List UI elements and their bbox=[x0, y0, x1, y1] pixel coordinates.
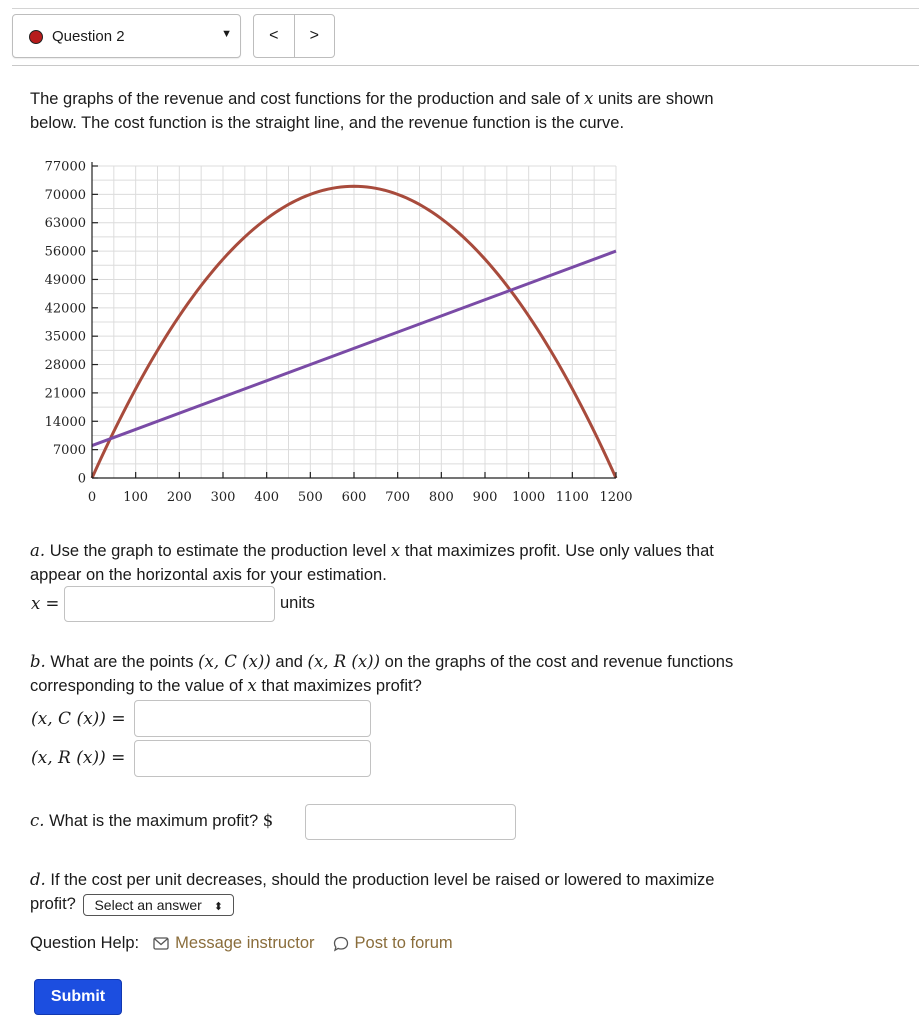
cost-point-input[interactable] bbox=[134, 700, 371, 737]
part-a-text-3: appear on the horizontal axis for your estimation. bbox=[30, 566, 387, 584]
y-tick-label: 42000 bbox=[44, 301, 86, 317]
part-b-point-c: (x, C (x)) bbox=[198, 652, 271, 671]
production-level-input[interactable] bbox=[64, 586, 275, 622]
y-tick-label: 77000 bbox=[44, 159, 86, 175]
header-divider bbox=[12, 65, 919, 66]
x-tick-label: 500 bbox=[297, 490, 323, 505]
message-instructor-link[interactable] bbox=[153, 934, 314, 953]
max-profit-input[interactable] bbox=[305, 804, 516, 840]
x-tick-label: 0 bbox=[87, 490, 97, 505]
part-b-and: and bbox=[275, 653, 303, 671]
part-a-letter: a. bbox=[30, 541, 46, 560]
part-d-question bbox=[30, 868, 714, 916]
part-b-text-4: that maximizes profit? bbox=[261, 677, 422, 695]
part-a-text: Use the graph to estimate the production level bbox=[49, 542, 387, 560]
x-tick-label: 400 bbox=[254, 490, 280, 505]
x-tick-label: 300 bbox=[210, 490, 236, 505]
post-to-forum-link[interactable] bbox=[333, 934, 453, 953]
speech-bubble-icon bbox=[333, 936, 349, 952]
envelope-icon bbox=[153, 937, 169, 950]
x-tick-label: 600 bbox=[341, 490, 367, 505]
y-tick-label: 56000 bbox=[44, 244, 86, 260]
answer-select-label: Select an answer bbox=[94, 896, 202, 913]
question-intro bbox=[30, 87, 714, 135]
intro-text-end: units are shown bbox=[597, 90, 714, 108]
prev-question-button[interactable]: < bbox=[269, 27, 279, 44]
y-tick-label: 7000 bbox=[52, 443, 86, 459]
status-dot-icon bbox=[29, 30, 43, 44]
part-d-text-2: profit? bbox=[30, 895, 76, 913]
units-label: units bbox=[280, 594, 315, 612]
x-tick-label: 1200 bbox=[599, 490, 633, 505]
x-tick-label: 100 bbox=[123, 490, 149, 505]
y-tick-label: 35000 bbox=[44, 329, 86, 345]
part-c-text: What is the maximum profit? bbox=[49, 812, 259, 830]
currency-symbol: $ bbox=[262, 811, 274, 830]
part-b-text-3: corresponding to the value of bbox=[30, 677, 243, 695]
part-d-text: If the cost per unit decreases, should the production level be raised or lowered to maximize bbox=[50, 871, 715, 889]
part-b-question bbox=[30, 650, 733, 698]
updown-arrows-icon: ⬍ bbox=[213, 900, 223, 913]
part-b-var: x bbox=[247, 676, 257, 695]
part-a-question bbox=[30, 539, 714, 587]
question-help bbox=[30, 934, 453, 953]
y-tick-label: 0 bbox=[77, 471, 86, 487]
y-tick-label: 21000 bbox=[44, 386, 86, 402]
caret-down-icon: ▼ bbox=[221, 28, 232, 40]
message-instructor-label: Message instructor bbox=[175, 934, 315, 952]
revenue-point-lhs: (x, R (x)) = bbox=[31, 748, 126, 768]
y-tick-label: 14000 bbox=[44, 414, 86, 430]
x-tick-label: 700 bbox=[385, 490, 411, 505]
y-tick-label: 63000 bbox=[44, 216, 86, 232]
intro-text: The graphs of the revenue and cost functions for the production and sale of bbox=[30, 90, 580, 108]
part-c-question bbox=[30, 809, 273, 833]
part-b-point-r: (x, R (x)) bbox=[307, 652, 381, 671]
post-to-forum-label: Post to forum bbox=[354, 934, 453, 952]
y-tick-label: 49000 bbox=[44, 272, 86, 288]
x-tick-label: 800 bbox=[428, 490, 454, 505]
x-tick-label: 1000 bbox=[512, 490, 546, 505]
chart-grid bbox=[92, 166, 616, 478]
chart-axes bbox=[45, 160, 633, 506]
revenue-point-input[interactable] bbox=[134, 740, 371, 777]
y-tick-label: 70000 bbox=[44, 187, 86, 203]
part-a-text-2: that maximizes profit. Use only values that bbox=[404, 542, 714, 560]
top-divider bbox=[12, 8, 919, 9]
intro-text-2: below. The cost function is the straight line, and the revenue function is the curve. bbox=[30, 114, 625, 132]
intro-var: x bbox=[584, 89, 594, 108]
question-label: Question 2 bbox=[52, 28, 125, 45]
answer-select[interactable] bbox=[83, 894, 234, 916]
x-tick-label: 900 bbox=[472, 490, 498, 505]
x-tick-label: 1100 bbox=[555, 490, 589, 505]
part-d-letter: d. bbox=[30, 870, 46, 889]
next-question-button[interactable]: > bbox=[294, 15, 335, 57]
y-tick-label: 28000 bbox=[44, 358, 86, 374]
part-a-var: x bbox=[390, 541, 401, 560]
question-select[interactable] bbox=[12, 14, 241, 58]
question-nav bbox=[253, 14, 335, 58]
part-a-lhs: x = bbox=[31, 594, 60, 613]
part-b-text-2: on the graphs of the cost and revenue functions bbox=[384, 653, 734, 671]
x-tick-label: 200 bbox=[166, 490, 192, 505]
part-b-letter: b. bbox=[30, 652, 46, 671]
part-c-letter: c. bbox=[30, 811, 45, 830]
revenue-cost-chart bbox=[0, 150, 660, 520]
submit-button[interactable]: Submit bbox=[34, 979, 122, 1015]
help-label: Question Help: bbox=[30, 934, 140, 952]
cost-point-lhs: (x, C (x)) = bbox=[31, 709, 126, 729]
part-b-text: What are the points bbox=[50, 653, 194, 671]
